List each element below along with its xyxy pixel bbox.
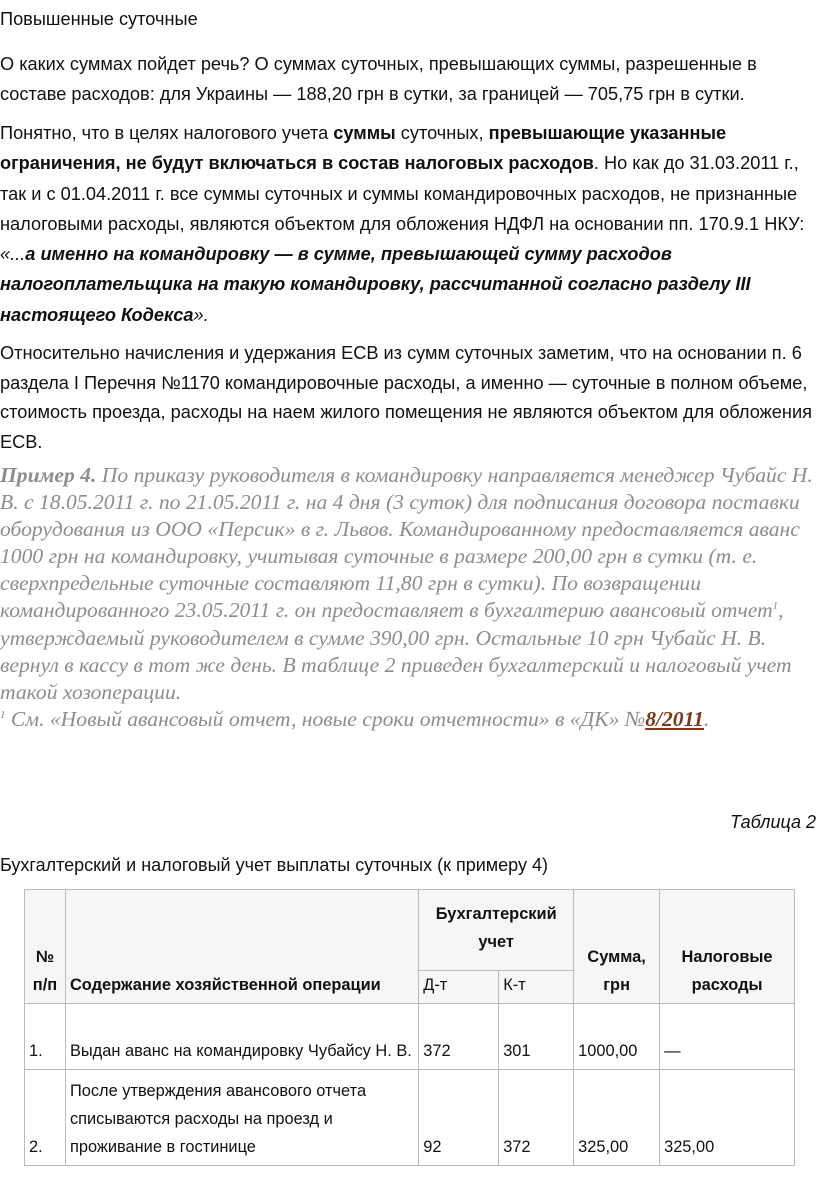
row-content: Выдан аванс на командировку Чубайсу Н. В.	[65, 1004, 418, 1070]
footnote-number: 1	[0, 708, 6, 721]
note-quote-close: ».	[193, 304, 209, 325]
note-quote-open: «...	[0, 244, 26, 265]
example-lead: Пример 4.	[0, 463, 97, 487]
row-sum: 1000,00	[574, 1004, 660, 1070]
table-row	[25, 1004, 795, 1070]
footnote	[0, 706, 816, 733]
row-credit: 301	[499, 1004, 574, 1070]
header-credit: К-т	[499, 971, 574, 1004]
example-block	[0, 462, 816, 733]
row-num: 1.	[25, 1004, 66, 1070]
row-tax: 325,00	[660, 1070, 795, 1166]
row-num: 2.	[25, 1070, 66, 1166]
note-quote-text: а именно на командировку — в сумме, превышающей сумму расходов налогоплательщика на такую командировку, рассчитанной согласно разделу III настоящего Кодекса	[0, 244, 751, 325]
row-debit: 92	[419, 1070, 499, 1166]
row-content: После утверждения авансового отчета списываются расходы на проезд и проживание в гостинице	[65, 1070, 418, 1166]
footnote-end: .	[703, 706, 710, 731]
tax-note-paragraph	[0, 118, 816, 330]
header-debit: Д-т	[419, 971, 499, 1004]
footnote-marker: 1	[772, 600, 779, 613]
row-debit: 372	[419, 1004, 499, 1070]
note-text-3: . Но как до 31.03.2011 г., так и с 01.04.2011 г. все суммы суточных и суммы командировочных расходов, не признанные налоговыми расходы, являются объектом для обложения НДФЛ на основании пп. 170.9.1 НКУ:	[0, 153, 805, 234]
row-credit: 372	[499, 1070, 574, 1166]
header-sum: Сумма, грн	[574, 890, 660, 1004]
note-bold-1: суммы	[333, 123, 396, 143]
example-body: По приказу руководителя в командировку направляется менеджер Чубайс Н. В. с 18.05.2011 г. по 21.05.2011 г. на 4 дня (3 суток) для подписания договора поставки оборудования из ООО «Персик» в г. Львов. Командированному предоставляется аванс 1000 грн на командировку, учитывая суточные в размере 200,00 грн в сутки (т. е. сверхпредельные суточные составляют 11,80 грн в сутки). По возвращении командированного 23.05.2011 г. он предоставляет в бухгалтерию авансовый отчет	[0, 463, 813, 623]
header-num: № п/п	[25, 890, 66, 1004]
header-content: Содержание хозяйственной операции	[65, 890, 418, 1004]
example-body-continued: , утверждаемый руководителем в сумме 390,00 грн. Остальные 10 грн Чубайс Н. В. вернул в кассу в тот же день. В таблице 2 приведен бухгалтерский и налоговый учет такой хозоперации.	[0, 598, 792, 704]
note-bold-2: превышающие указанные ограничения, не будут включаться в состав налоговых расходов	[0, 123, 727, 174]
table-row	[25, 1070, 795, 1166]
header-accounting: Бухгалтерский учет	[419, 890, 574, 971]
table-caption: Таблица 2	[729, 812, 816, 832]
accounting-table	[24, 889, 795, 1166]
footnote-link[interactable]: 8/2011	[645, 706, 704, 731]
header-tax: Налоговые расходы	[660, 890, 795, 1004]
row-tax: —	[660, 1004, 795, 1070]
table-title: Бухгалтерский и налоговый учет выплаты суточных (к примеру 4)	[0, 855, 548, 875]
section-heading: Повышенные суточные	[0, 9, 198, 29]
footnote-text: См. «Новый авансовый отчет, новые сроки отчетности» в «ДК» №	[5, 706, 646, 731]
row-sum: 325,00	[574, 1070, 660, 1166]
note-text-1: Понятно, что в целях налогового учета	[0, 123, 334, 143]
intro-paragraph: О каких суммах пойдет речь? О суммах суточных, превышающих суммы, разрешенные в составе расходов: для Украины — 188,20 грн в сутки, за границей — 705,75 грн в сутки.	[0, 54, 757, 104]
esv-paragraph: Относительно начисления и удержания ЕСВ из сумм суточных заметим, что на основании п. 6 раздела I Перечня №1170 командировочные расходы, а именно — суточные в полном объеме, стоимость проезда, расходы на наем жилого помещения не являются объектом для обложения ЕСВ.	[0, 343, 812, 452]
note-text-2: суточных,	[395, 123, 489, 143]
